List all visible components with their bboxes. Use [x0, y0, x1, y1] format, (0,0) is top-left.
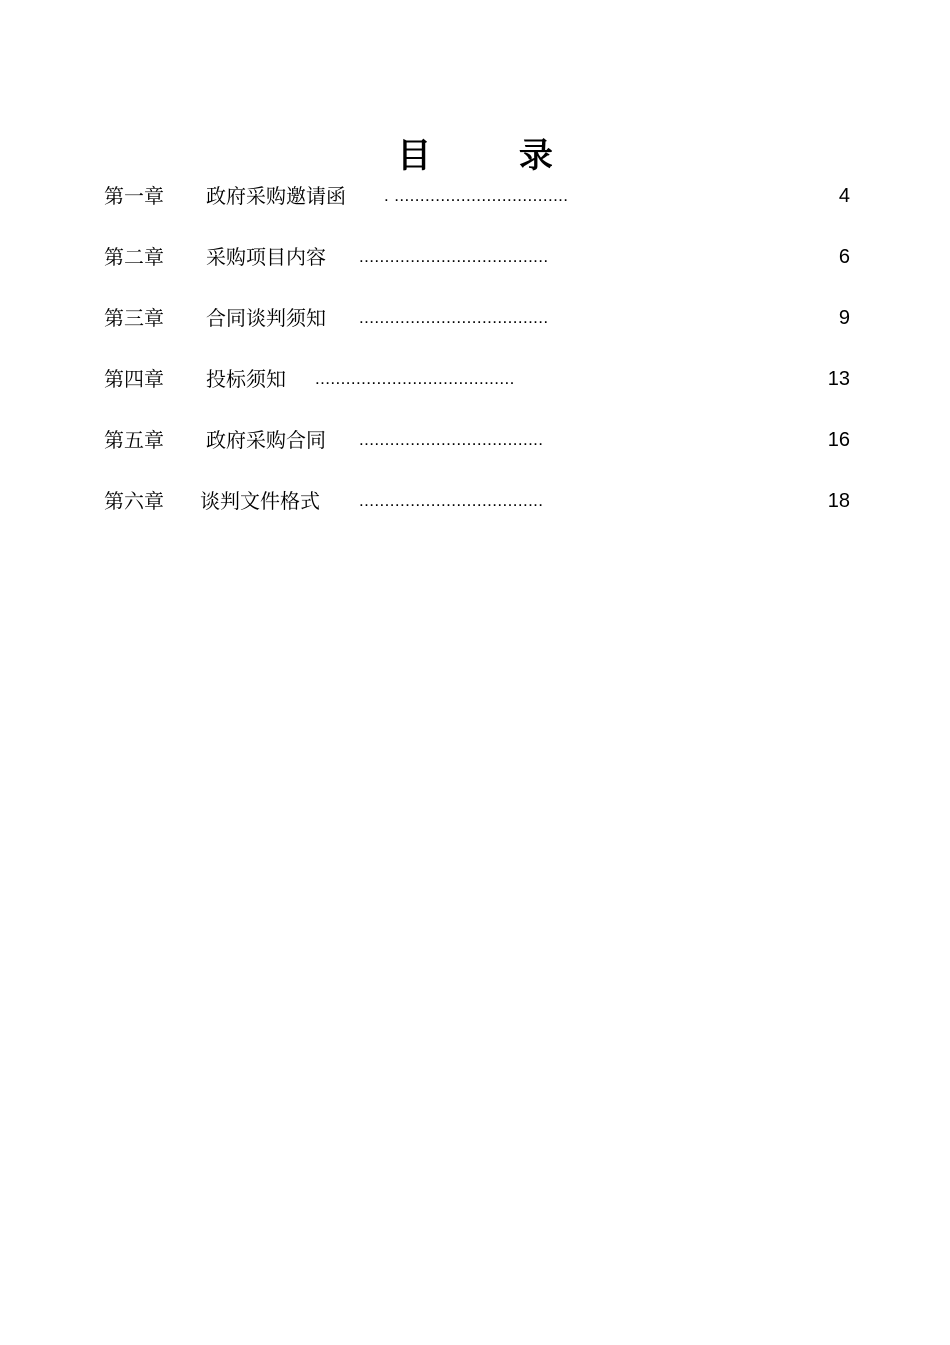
toc-entry[interactable]	[104, 363, 850, 424]
toc-entry[interactable]	[104, 180, 850, 241]
toc-heading: 投标须知	[206, 367, 286, 391]
toc-page-number: 18	[827, 490, 850, 512]
toc-title: 目 录	[397, 135, 591, 176]
toc-page-number: 16	[827, 429, 850, 451]
toc-heading: 政府采购合同	[206, 428, 326, 452]
toc-chapter-label: 第五章	[104, 428, 164, 452]
toc-entry[interactable]	[104, 485, 850, 546]
toc-chapter-label: 第四章	[104, 367, 164, 391]
toc-heading: 政府采购邀请函	[206, 184, 346, 208]
toc-page-number: 6	[838, 246, 850, 268]
toc-chapter-label: 第二章	[104, 245, 164, 269]
toc-page-number: 9	[838, 307, 850, 329]
toc-heading: 谈判文件格式	[200, 489, 320, 513]
toc-entry[interactable]	[104, 241, 850, 302]
toc-dot-leader: ....................................	[359, 491, 544, 510]
toc-chapter-label: 第六章	[104, 489, 164, 513]
toc-page-number: 4	[838, 185, 850, 207]
toc-heading: 合同谈判须知	[206, 306, 326, 330]
toc-entry[interactable]	[104, 302, 850, 363]
toc-dot-leader: .......................................	[315, 369, 515, 388]
toc-heading: 采购项目内容	[206, 245, 326, 269]
toc-chapter-label: 第一章	[104, 184, 164, 208]
toc-chapter-label: 第三章	[104, 306, 164, 330]
table-of-contents	[104, 180, 850, 546]
toc-dot-leader: .....................................	[359, 308, 549, 327]
toc-dot-leader: .....................................	[359, 247, 549, 266]
toc-entry[interactable]	[104, 424, 850, 485]
toc-dot-leader: . ..................................	[384, 186, 569, 205]
toc-page-number: 13	[827, 368, 850, 390]
toc-dot-leader: ....................................	[359, 430, 544, 449]
